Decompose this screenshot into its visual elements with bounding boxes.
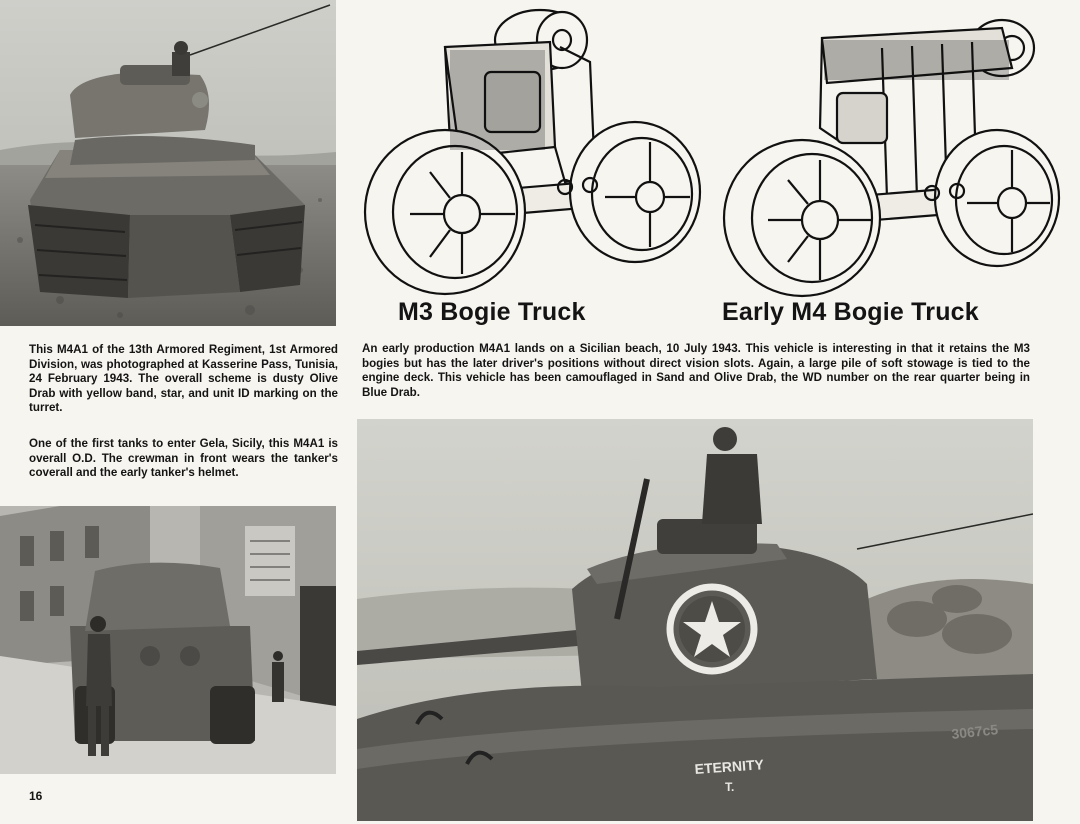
early-m4-bogie-truck-label: Early M4 Bogie Truck bbox=[722, 298, 979, 326]
photo-sicily-beach-tank bbox=[357, 419, 1033, 821]
page-number: 16 bbox=[29, 789, 43, 803]
tank-name-marking: ETERNITY bbox=[694, 756, 765, 777]
caption-kasserine: This M4A1 of the 13th Armored Regiment, 1st Armored Division, was photographed at Kasserine Pass, Tunisia, 24 February 1943. The overall scheme is dusty Olive Drab with yellow band, star, and unit ID marking on the turret. bbox=[29, 343, 338, 415]
photo-gela-street-tank bbox=[0, 506, 336, 774]
tank-name-sub-marking: T. bbox=[725, 780, 735, 794]
wd-number-marking: 3067c5 bbox=[950, 721, 999, 742]
m3-bogie-truck-drawing bbox=[350, 2, 705, 297]
m3-bogie-truck-label: M3 Bogie Truck bbox=[398, 298, 586, 326]
photo-kasserine-tank bbox=[0, 0, 336, 326]
caption-sicily-beach: An early production M4A1 lands on a Sicilian beach, 10 July 1943. This vehicle is interesting in that it retains the M3 bogies but has the later driver's positions without direct vision slots. Again, a large pile of soft stowage is tied to the engine deck. This vehicle has been camouflaged in Sand and Olive Drab, the WD number on the rear quarter being in Blue Drab. bbox=[362, 342, 1030, 399]
caption-gela: One of the first tanks to enter Gela, Sicily, this M4A1 is overall O.D. The crewman in front wears the tanker's coverall and the early tanker's helmet. bbox=[29, 437, 338, 480]
early-m4-bogie-truck-drawing bbox=[712, 8, 1067, 298]
